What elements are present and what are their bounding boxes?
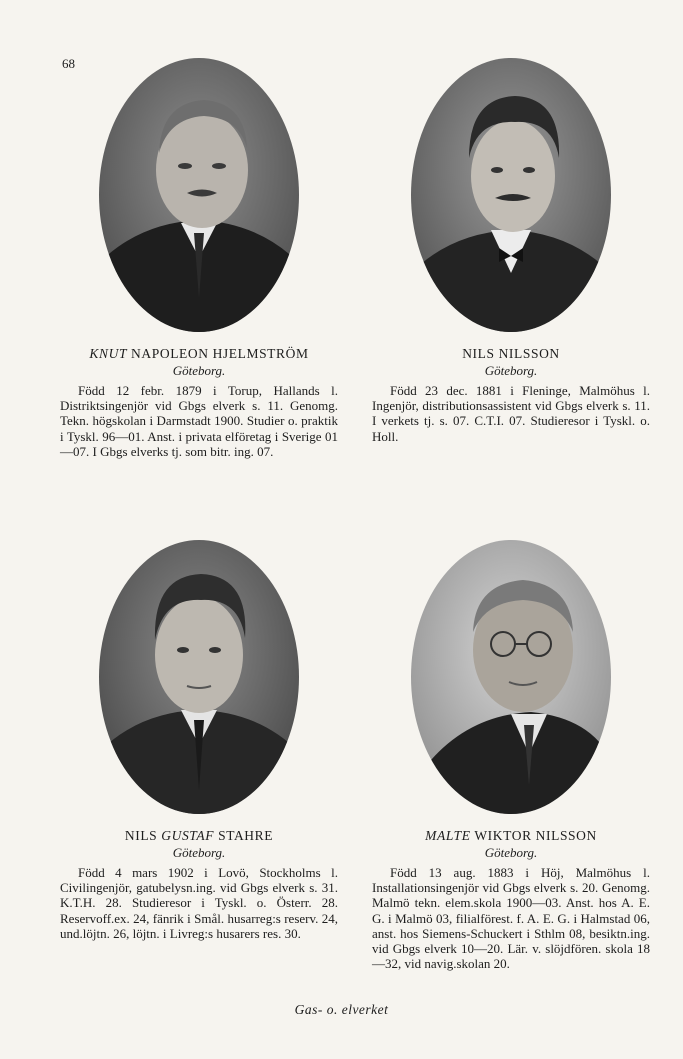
portrait-photo-icon <box>411 540 611 814</box>
person-name <box>370 346 652 362</box>
portrait-photo-icon <box>411 58 611 332</box>
person-bio: Född 13 aug. 1883 i Höj, Malmöhus l. Installationsingenjör vid Gbgs elverk s. 20. Genomg. Malmö tekn. elem.skola 1900—03. Anst. hos A. E. G. i Malmö 03, filialförest. f. A. E. G. i Halmstad 06, anst. hos Siemens-Schuckert i Sthlm 08, besiktn.ing. vid Gbgs elverk 10—20. Lär. v. slöjdfören. skola 18—32, vid navig.skolan 20. <box>372 865 650 972</box>
person-bio: Född 23 dec. 1881 i Fleninge, Malmöhus l. Ingenjör, distributionsassistent vid Gbgs elverk s. 11. I verkets tj. s. 07. C.T.I. 07. Studieresor i Tyskl. o. Holl. <box>372 383 650 444</box>
biography-entry <box>370 58 652 444</box>
person-city: Göteborg. <box>172 363 226 378</box>
biography-entry <box>58 58 340 459</box>
name-rest: STAHRE <box>214 828 274 843</box>
portrait-photo-icon <box>99 540 299 814</box>
person-bio: Född 4 mars 1902 i Lovö, Stockholms l. Civilingenjör, gatubelysn.ing. vid Gbgs elverk s. 31. K.T.H. 28. Studieresor i Tyskl. o. Österr. 28. Reservoff.ex. 24, fänrik i Smål. husarreg:s reserv. 24, und.löjtn. 26, löjtn. i Livreg:s husarers res. 30. <box>60 865 338 941</box>
person-bio: Född 12 febr. 1879 i Torup, Hallands l. Distriktsingenjör vid Gbgs elverk s. 11. Genomg. Tekn. högskolan i Darmstadt 1900. Studier o. praktik i Tyskl. 96—01. Anst. i privata elföretag i Sverige 01—07. I Gbgs elverks tj. som bitr. ing. 07. <box>60 383 338 459</box>
person-city: Göteborg. <box>172 845 226 860</box>
person-name <box>58 828 340 844</box>
biography-entry <box>370 540 652 971</box>
portrait-photo-icon <box>99 58 299 332</box>
name-rest: NAPOLEON HJELMSTRÖM <box>127 346 309 361</box>
biography-entry <box>58 540 340 941</box>
person-name <box>370 828 652 844</box>
page-number: 68 <box>62 56 75 71</box>
given-name: MALTE <box>425 828 471 843</box>
name-rest: WIKTOR NILSSON <box>470 828 597 843</box>
given-name: KNUT <box>89 346 128 361</box>
person-city: Göteborg. <box>484 363 538 378</box>
person-city: Göteborg. <box>484 845 538 860</box>
given-name: GUSTAF <box>161 828 215 843</box>
person-name <box>58 346 340 362</box>
running-footer: Gas- o. elverket <box>294 1002 389 1017</box>
name-rest: NILS <box>124 828 162 843</box>
name-rest: NILS NILSSON <box>462 346 560 361</box>
